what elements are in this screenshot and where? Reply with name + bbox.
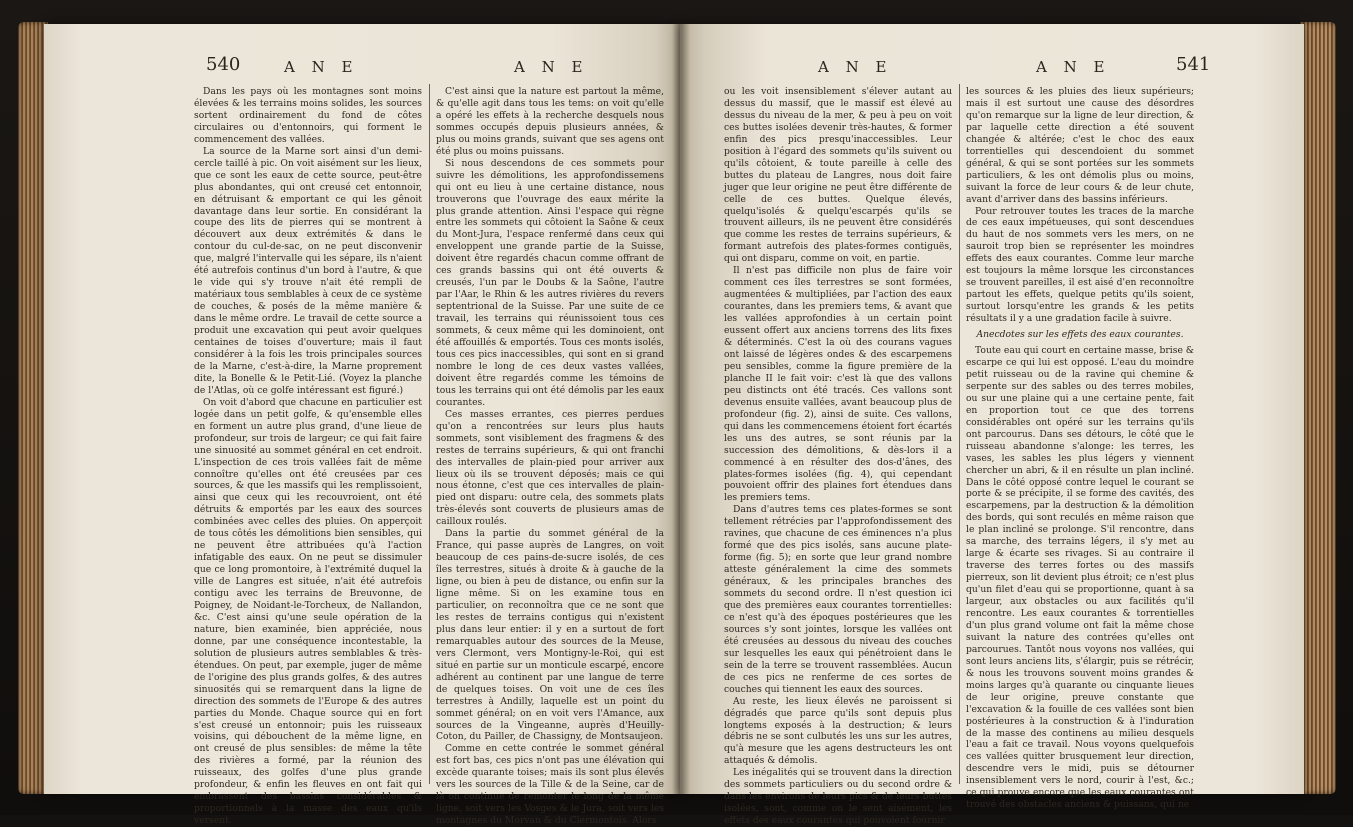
paragraph: La source de la Marne sort ainsi d'un demi-cercle taillé à pic. On voit aisément sur les lieux, que ce sont les eaux de cette source, peut-être plus abondantes, qui ont creusé cet entonnoir, en détruisant & emportant ce qui les gênoit davantage dans leur sortie. En considérant la coupe des lits de pierres qui se montrent à découvert aux deux extrémités & dans le contour du cul-de-sac, on ne peut disconvenir que, malgré l'intervalle qui les sépare, ils n'aient été autrefois continus d'un bord à l'autre, & que le vide qui s'y trouve n'ait été rempli de matériaux tous semblables à ceux de ce système de couches, & posés de la même manière & dans le même ordre. Le travail de cette source a produit une excavation qui peut avoir quelques centaines de toises d'ouverture; mais il faut considérer à la fois les trois principales sources de la Marne, c'est-à-dire, la Marne proprement dite, la Bonelle & le Petit-Lié. (Voyez la planche de l'Atlas, où ce golfe intéressant est figuré.) <box>194 145 422 396</box>
right-page <box>680 24 1304 827</box>
book-gutter <box>672 24 690 794</box>
column-rule <box>429 84 430 784</box>
paragraph: Il n'est pas difficile non plus de faire voir comment ces îles terrestres se sont formées, augmentées & multipliées, par l'action des eaux courantes, dans les premiers tems, & avant que les vallées approfondies à un certain point eussent offert aux anciens torrens des lits fixes & déterminés. C'est la où des courans vagues ont laissé de légères ondes & des escarpemens peu sensibles, comme la figure première de la planche II le fait voir: c'est là que des vallons peu distincts ont été tracés. Ces vallons sont devenus ensuite vallées, avant beaucoup plus de profondeur (fig. 2), ainsi de suite. Ces vallons, qui dans les commencemens étoient fort écartés les uns des autres, se sont réunis par la succession des démolitions, & dès-lors il a commencé à en résulter des dos-d'ânes, des plates-formes isolées (fig. 4), qui cependant pouvoient offrir des plaines fort étendues dans les premiers tems. <box>724 265 952 504</box>
paragraph: Dans les pays où les montagnes sont moins élevées & les terrains moins solides, les sources sortent ordinairement du fond de côtes circulaires ou d'entonnoirs, qui forment le commencement des vallées. <box>194 86 422 145</box>
section-heading: Anecdotes sur les effets des eaux courantes. <box>976 329 1184 341</box>
left-page <box>44 24 680 827</box>
paragraph: les sources & les pluies des lieux supérieurs; mais il est surtout une cause des désordres qu'on remarque sur la ligne de leur direction, & par laquelle cette direction a été souvent changée & altérée; c'est le choc des eaux torrentielles qui descendoient du sommet général, & qui se sont portées sur les sommets particuliers, & les ont démolis plus ou moins, suivant la force de leur cours & de leur chute, avant d'arriver dans des bassins inférieurs. <box>966 86 1194 205</box>
paragraph: On voit d'abord que chacune en particulier est logée dans un petit golfe, & qu'ensemble elles en forment un autre plus grand, d'une lieue de profondeur, sur trois de largeur; ce qui fait faire une sinuosité au sommet général en cet endroit. L'inspection de ces trois vallées fait de même connoître qu'elles ont été creusées par ces sources, & que les massifs qui les remplissoient, ainsi que ceux qui les recouvroient, ont été détruits & emportés par les eaux des sources combinées avec celles des pluies. On apperçoit de tous côtés les démolitions bien sensibles, qui ne peuvent être attribuées qu'à l'action infatigable des eaux. On ne peut se dissimuler que ce long promontoire, à l'extrémité duquel la ville de Langres est située, n'ait été autrefois contigu avec les terrains de Breuvonne, de Poigney, de Noidant-le-Torcheux, de Nallandon, &c. C'est ainsi qu'une seule opération de la nature, bien examinée, bien appréciée, nous donne, par une conséquence incontestable, la solution de plusieurs autres semblables & très-étendues. On peut, par exemple, juger de même de l'origine des plus grands golfes, & des autres sinuosités qui se remarquent dans la ligne de direction des sommets de l'Europe & des autres parties du Monde. Chaque source qui en fort s'est creusé un entonnoir; puis les ruisseaux voisins, qui débouchent de la même ligne, en ont creusé de plus sensibles: de même la tête des rivières a formé, par la réunion des ruisseaux, des golfes d'une plus grande profondeur, & enfin les fleuves en ont fait qui embrassent des bassins considérables & proportionnels à la masse des eaux qu'ils versent. <box>194 396 422 827</box>
running-head-left-col2: A N E <box>514 58 589 76</box>
paragraph: Si nous descendons de ces sommets pour suivre les démolitions, les approfondissemens qui ont eu lieu à une certaine distance, nous trouverons que l'ouvrage des eaux mérite la plus grande attention. Ainsi l'espace qui règne entre les sommets qui côtoient la Saône & ceux du Mont-Jura, l'espace renfermé dans ceux qui enveloppent une grande partie de la Suisse, doivent être regardés chacun comme offrant de ces grands bassins qui ont été ouverts & creusés, l'un par le Doubs & la Saône, l'autre par l'Aar, le Rhin & les autres rivières du revers septentrional de la Suisse. Par une suite de ce travail, les terrains qui réunissoient tous ces sommets, & ceux même qui les dominoient, ont été affouillés & emportés. Tous ces monts isolés, tous ces pics inaccessibles, qui sont en si grand nombre le long de ces deux vastes vallées, doivent être regardés comme les témoins de tous les terrains qui ont été démolis par les eaux courantes. <box>436 157 664 408</box>
paragraph: Comme en cette contrée le sommet général est fort bas, ces pics n'ont pas une élévation qui excède quarante toises; mais ils sont plus élevés vers les sources de la Tille & de la Seine, car de là on continue de remonter le long de la même ligne, soit vers les Vosges & le Jura, soit vers les montagnes du Morvan & du Clermontois. Alors <box>436 743 664 827</box>
running-head-left-col1: A N E <box>284 58 359 76</box>
right-page-edges <box>1300 22 1336 794</box>
page-number-left: 540 <box>206 54 241 75</box>
paragraph: Au reste, les lieux élevés ne paroissent si dégradés que parce qu'ils sont depuis plus longtems exposés à la destruction; & leurs débris ne se sont culbutés les uns sur les autres, qu'à mesure que les agens destructeurs les ont attaqués & démolis. <box>724 695 952 767</box>
left-page-column-1 <box>194 86 422 827</box>
paragraph: Toute eau qui court en certaine masse, brise & escarpe ce qui lui est opposé. L'eau du moindre petit ruisseau ou de la ravine qui chemine & serpente sur des sables ou des terres mobiles, ou sur une plaine qui a une certaine pente, fait en proportion tout ce que des torrens considérables ont opéré sur les terrains qu'ils ont parcourus. Dans ses détours, le côté que le ruisseau abandonne s'alonge: les terres, les vases, les sables les plus légers y viennent chercher un abri, & il en résulte un plan incliné. Dans le côté opposé contre lequel le courant se porte & se précipite, il se forme des cavités, des escarpemens, par la destruction & la démolition des bords, qui sont reculés en même raison que le plan incliné se prolonge. S'il rencontre, dans sa marche, des terrains légers, il s'y met au large & écarte ses rivages. Si au contraire il traverse des terres fortes ou des massifs pierreux, son lit devient plus étroit; ce n'est plus qu'un filet d'eau qui se proportionne, quant à sa largeur, aux obstacles ou aux facilités qu'il rencontre. Les eaux courantes & torrentielles d'un plus grand volume ont fait la même chose suivant la nature des contrées qu'elles ont parcourues. Tantôt nous voyons nos vallées, qui sont leurs anciens lits, s'élargir, puis se rétrécir, & nous les trouvons souvent moins grandes & moins larges qu'à quarante ou cinquante lieues de leur origine, preuve constante que l'excavation & la fouille de ces vallées sont bien postérieures à la construction & à l'induration de la masse des continens au milieu desquels l'eau a fait ce travail. Nous voyons quelquefois ces vallées quitter brusquement leur direction, descendre vers le midi, puis se détourner insensiblement vers le nord, courir à l'est, &c.; ce qui prouve encore que les eaux courantes ont trouvé des obstacles anciens & puissans, qui ne <box>966 345 1194 811</box>
running-head-right-col2: A N E <box>1036 58 1111 76</box>
left-page-column-2 <box>436 86 664 827</box>
running-head-right-col1: A N E <box>818 58 893 76</box>
paragraph: ou les voit insensiblement s'élever autant au dessus du massif, que le massif est élevé au dessus du niveau de la mer, & peu à peu on voit ces buttes isolées devenir très-hautes, & former enfin des pics presqu'inaccessibles. Leur position à l'égard des sommets qu'ils suivent ou qu'ils côtoient, & toute pareille à celle des buttes du plateau de Langres, nous doit faire juger que leur origine ne peut être différente de celle de ces buttes. Quelque élevés, quelqu'isolés & quelqu'escarpés qu'ils se trouvent ailleurs, ils ne peuvent être considérés que comme les restes de terrains supérieurs, & formant autrefois des plates-formes contiguës, qui ont disparu, comme on voit, en partie. <box>724 86 952 265</box>
paragraph: C'est ainsi que la nature est partout la même, & qu'elle agit dans tous les tems: on voit qu'elle a opéré les effets à la recherche desquels nous sommes occupés depuis plusieurs années, & plus ou moins grands, suivant que ses agens ont été plus ou moins puissans. <box>436 86 664 157</box>
paragraph: Dans la partie du sommet général de la France, qui passe auprès de Langres, on voit beaucoup de ces pains-de-sucre isolés, de ces îles terrestres, situés à droite & à gauche de la ligne, ou bien à peu de distance, ou enfin sur la ligne même. Si on les examine tous en particulier, on reconnoîtra que ce ne sont que les restes de terrains contigus qui n'existent plus dans leur entier: il y en a surtout de fort remarquables autour des sources de la Meuse, vers Clermont, vers Montigny-le-Roi, qui est situé en partie sur un monticule escarpé, encore adhérent au continent par une langue de terre de quelques toises. On voit une de ces îles terrestres à Andilly, laquelle est un point du sommet général; on en voit vers l'Amance, aux sources de la Vingeanne, auprès d'Heuilly-Coton, du Pailler, de Chassigny, de Montsaujeon. <box>436 528 664 743</box>
paragraph: Dans d'autres tems ces plates-formes se sont tellement rétrécies par l'approfondissement des ravines, que chacune de ces éminences n'a plus formé que des pics isolés, sans aucune plate-forme (fig. 5); en sorte que leur grand nombre atteste généralement la cime des sommets généraux, & les principales branches des sommets du second ordre. Il n'est question ici que des premières eaux courantes torrentielles: ce n'est qu'à des époques postérieures que les sources s'y sont jointes, lorsque les vallées ont été creusées au dessous du niveau des couches sur lesquelles les eaux qui pénétroient dans le sein de la terre se trouvent rassemblées. Aucun de ces pics ne renferme de ces sortes de couches qui tiennent les eaux des sources. <box>724 504 952 695</box>
column-rule <box>959 84 960 784</box>
right-page-column-2 <box>966 86 1194 811</box>
paragraph: Les inégalités qui se trouvent dans la direction des sommets particuliers ou du second ordre & dans les environs de leurs pics & de leurs buttes isolées, sont, comme on le sent aisément, les effets des eaux courantes qui pouvoient fournir <box>724 767 953 827</box>
page-number-right: 541 <box>1176 54 1211 75</box>
right-page-column-1 <box>724 86 953 827</box>
paragraph: Pour retrouver toutes les traces de la marche de ces eaux impétueuses, qui sont descendues du haut de nos sommets vers les mers, on ne sauroit trop bien se représenter les moindres effets des eaux courantes. Comme leur marche est toujours la même lorsque les circonstances se trouvent pareilles, il est aisé d'en reconnoître partout les effets, quelque petits qu'ils soient, surtout lorsqu'entre les grands & les petits résultats il y a une gradation facile à suivre. <box>966 205 1194 325</box>
paragraph: Ces masses errantes, ces pierres perdues qu'on a rencontrées sur leurs plus hauts sommets, sont visiblement des fragmens & des restes de terrains supérieurs, & qui ont franchi des intervalles de plain-pied pour arriver aux lieux où ils se trouvent déposés; mais ce qui nous étonne, c'est que ces intervalles de plain-pied ont disparu: outre cela, des sommets plats très-élevés sont couverts de plusieurs amas de cailloux roulés. <box>436 408 664 528</box>
